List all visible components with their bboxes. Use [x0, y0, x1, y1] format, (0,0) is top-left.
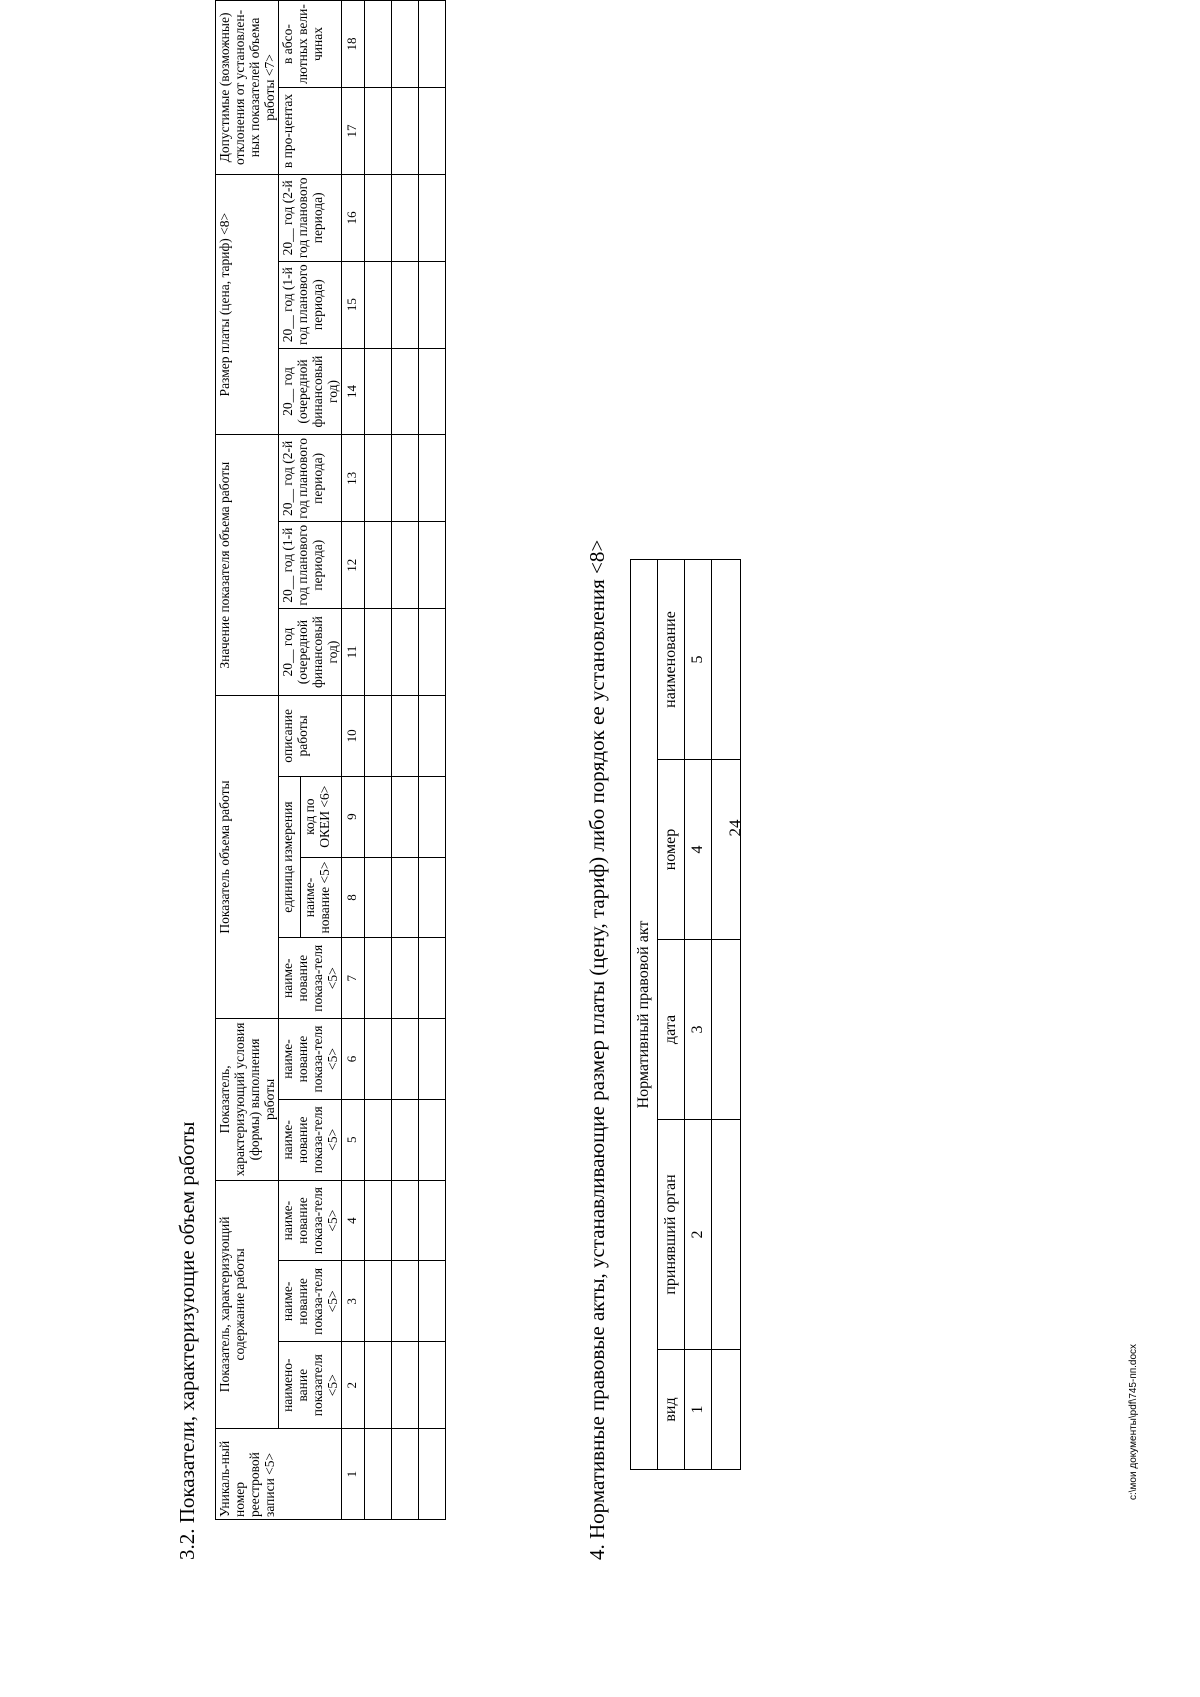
col-number: 1	[342, 1429, 365, 1520]
table-cell	[392, 1261, 419, 1342]
col-number: 14	[342, 348, 365, 435]
value-year-current-header: 20__ год (очередной финансовый год)	[279, 609, 342, 696]
table-cell	[365, 938, 392, 1019]
content-indicator-3-header: наиме-нование показа-теля <5>	[279, 1180, 342, 1261]
table-cell	[392, 435, 419, 522]
table-cell	[365, 1, 392, 88]
rotated-content	[175, 0, 975, 1560]
table-cell	[419, 522, 446, 609]
header-row-2	[279, 1, 301, 1520]
col-number: 4	[342, 1180, 365, 1261]
table-cell	[419, 938, 446, 1019]
table-cell	[365, 776, 392, 857]
table-cell	[419, 1099, 446, 1180]
col-number: 16	[342, 174, 365, 261]
unique-number-header: Уникаль-ный номер реестровой записи <5>	[216, 1429, 342, 1520]
table-cell	[392, 776, 419, 857]
table-cell	[712, 940, 741, 1120]
table-cell	[392, 174, 419, 261]
deviation-group-header: Допустимые (возможные) отклонения от установлен-ных показателей объема работы <7>	[216, 1, 279, 175]
table-row	[712, 559, 741, 1469]
col-number: 5	[685, 559, 712, 759]
table-cell	[392, 938, 419, 1019]
header-row-1	[216, 1, 279, 1520]
col-number: 8	[342, 857, 365, 938]
col-number: 9	[342, 776, 365, 857]
table-cell	[365, 1099, 392, 1180]
table-cell	[419, 1342, 446, 1429]
table-cell	[392, 522, 419, 609]
table-cell	[365, 609, 392, 696]
table-cell	[365, 857, 392, 938]
content-indicator-1-header: наимено-вание показателя <5>	[279, 1342, 342, 1429]
section-4-heading: 4. Нормативные правовые акты, устанавливающие размер платы (цену, тариф) либо порядок ее установления <8>	[585, 539, 609, 1560]
col-number: 4	[685, 760, 712, 940]
col-number: 3	[685, 940, 712, 1120]
table-cell	[712, 760, 741, 940]
table-cell	[365, 1342, 392, 1429]
table-cell	[419, 776, 446, 857]
table-cell	[392, 88, 419, 175]
table-cell	[392, 1099, 419, 1180]
table-cell	[365, 522, 392, 609]
table-cell	[365, 1261, 392, 1342]
okei-code-header: код по ОКЕИ <6>	[301, 776, 342, 857]
value-year-plan1-header: 20__ год (1-й год планового периода)	[279, 522, 342, 609]
table-cell	[392, 609, 419, 696]
col-number: 3	[342, 1261, 365, 1342]
table-cell	[392, 348, 419, 435]
deviation-absolute-header: в абсо-лютных вели-чинах	[279, 1, 342, 88]
table-cell	[419, 435, 446, 522]
table-cell	[419, 1019, 446, 1100]
acts-col-number: номер	[658, 760, 685, 940]
work-description-header: описание работы	[279, 695, 342, 776]
col-number: 6	[342, 1019, 365, 1100]
unit-name-header: наиме-нование <5>	[301, 857, 342, 938]
section-3-2-heading: 3.2. Показатели, характеризующие объем работы	[175, 1121, 199, 1560]
fee-group-header: Размер платы (цена, тариф) <8>	[216, 174, 279, 435]
acts-col-type: вид	[658, 1350, 685, 1470]
col-number: 10	[342, 695, 365, 776]
content-group-header: Показатель, характеризующий содержание работы	[216, 1180, 279, 1428]
table-cell	[365, 1019, 392, 1100]
table-cell	[419, 261, 446, 348]
deviation-percent-header: в про-центах	[279, 88, 342, 175]
acts-table-title: Нормативный правовой акт	[631, 559, 658, 1469]
acts-title-row	[631, 559, 658, 1469]
table-cell	[392, 1, 419, 88]
value-group-header: Значение показателя объема работы	[216, 435, 279, 696]
col-number: 5	[342, 1099, 365, 1180]
table-cell	[392, 695, 419, 776]
table-cell	[712, 559, 741, 759]
conditions-group-header: Показатель, характеризующий условия (формы) выполнения работы	[216, 1019, 279, 1181]
table-cell	[419, 857, 446, 938]
col-number: 2	[685, 1120, 712, 1350]
volume-indicator-name-header: наиме-нование показа-теля <5>	[279, 938, 342, 1019]
table-row	[365, 1, 392, 1520]
value-year-plan2-header: 20__ год (2-й год планового периода)	[279, 435, 342, 522]
table-cell	[419, 1429, 446, 1520]
table-cell	[419, 174, 446, 261]
unit-group-header: единица измерения	[279, 776, 301, 938]
condition-indicator-1-header: наиме-нование показа-теля <5>	[279, 1099, 342, 1180]
table-cell	[365, 348, 392, 435]
table-cell	[392, 1342, 419, 1429]
table-cell	[712, 1120, 741, 1350]
col-number: 12	[342, 522, 365, 609]
table-cell	[419, 1180, 446, 1261]
file-path-footer: c:\мои документы\pdf\745-пп.docx	[1128, 1343, 1139, 1500]
table-cell	[392, 261, 419, 348]
volume-group-header: Показатель объема работы	[216, 695, 279, 1018]
table-cell	[392, 857, 419, 938]
table-cell	[419, 609, 446, 696]
table-cell	[365, 88, 392, 175]
fee-year-plan2-header: 20__ год (2-й год планового периода)	[279, 174, 342, 261]
col-number: 18	[342, 1, 365, 88]
table-cell	[392, 1019, 419, 1100]
fee-year-plan1-header: 20__ год (1-й год планового периода)	[279, 261, 342, 348]
acts-col-date: дата	[658, 940, 685, 1120]
fee-year-current-header: 20__ год (очередной финансовый год)	[279, 348, 342, 435]
table-cell	[365, 1180, 392, 1261]
col-number: 1	[685, 1350, 712, 1470]
table-cell	[712, 1350, 741, 1470]
col-number: 13	[342, 435, 365, 522]
content-indicator-2-header: наиме-нование показа-теля <5>	[279, 1261, 342, 1342]
table-cell	[365, 695, 392, 776]
col-number: 15	[342, 261, 365, 348]
acts-col-authority: принявший орган	[658, 1120, 685, 1350]
page-number: 24	[725, 819, 745, 837]
acts-col-name: наименование	[658, 559, 685, 759]
table-cell	[419, 88, 446, 175]
acts-column-number-row	[685, 559, 712, 1469]
table-cell	[392, 1180, 419, 1261]
table-cell	[365, 1429, 392, 1520]
col-number: 2	[342, 1342, 365, 1429]
table-cell	[365, 174, 392, 261]
table-cell	[365, 435, 392, 522]
table-cell	[419, 1261, 446, 1342]
column-number-row	[342, 1, 365, 1520]
table-cell	[419, 695, 446, 776]
col-number: 11	[342, 609, 365, 696]
condition-indicator-2-header: наиме-нование показа-теля <5>	[279, 1019, 342, 1100]
acts-header-row	[658, 559, 685, 1469]
table-row	[419, 1, 446, 1520]
col-number: 7	[342, 938, 365, 1019]
col-number: 17	[342, 88, 365, 175]
table-row	[392, 1, 419, 1520]
table-cell	[419, 1, 446, 88]
table-cell	[365, 261, 392, 348]
table-cell	[419, 348, 446, 435]
table-cell	[392, 1429, 419, 1520]
normative-acts-table	[630, 559, 741, 1470]
work-volume-table	[215, 0, 446, 1520]
